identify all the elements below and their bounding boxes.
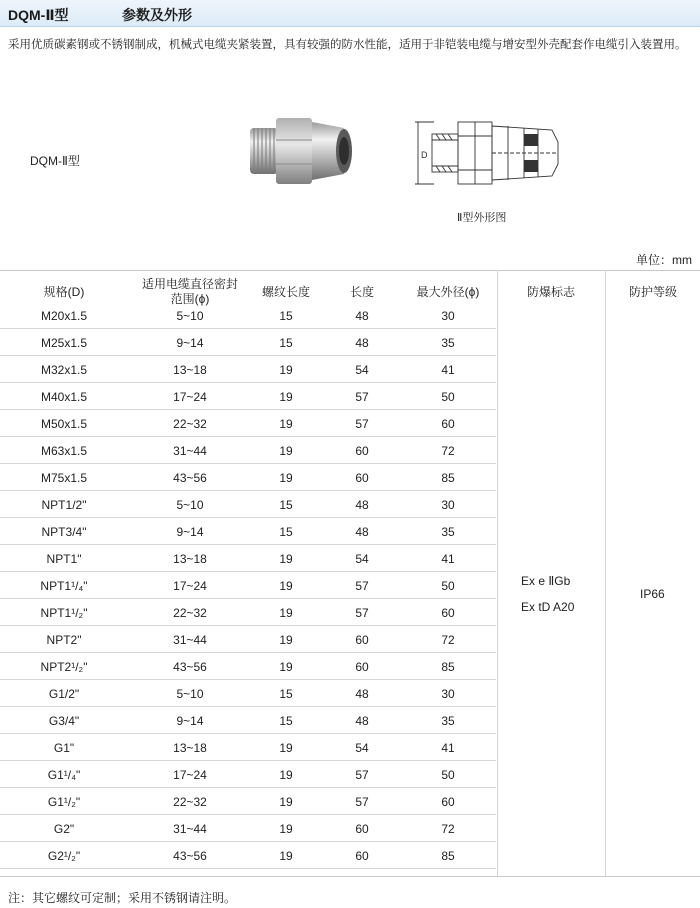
- cell-spec: NPT1": [46, 552, 82, 566]
- cell-thread: 19: [279, 822, 293, 836]
- cell-spec: G2": [53, 822, 75, 836]
- table-row: [0, 707, 700, 734]
- cell-spec: M50x1.5: [40, 417, 88, 431]
- cell-length: 60: [355, 660, 369, 674]
- cell-range: 5~10: [176, 687, 204, 701]
- cell-thread: 19: [279, 741, 293, 755]
- product-description: 采用优质碳素钢或不锈钢制成，机械式电缆夹紧装置，具有较强的防水性能，适用于非铠装电缆与增安型外壳配套作电缆引入装置用。: [8, 39, 687, 51]
- cell-range: 13~18: [173, 363, 207, 377]
- dimension-d-label: D: [421, 150, 428, 160]
- cell-range: 17~24: [173, 579, 207, 593]
- cell-thread: 19: [279, 633, 293, 647]
- cell-spec: NPT1¹/₄": [40, 579, 88, 593]
- cell-length: 48: [355, 498, 369, 512]
- cell-range: 22~32: [173, 606, 207, 620]
- ex-marking-2: Ex tD A20: [521, 600, 575, 614]
- cell-thread: 19: [279, 444, 293, 458]
- table-row: [0, 410, 700, 437]
- cell-spec: NPT1/2": [41, 498, 87, 512]
- cell-range: 17~24: [173, 390, 207, 404]
- cell-length: 54: [355, 741, 369, 755]
- cell-od: 60: [441, 417, 455, 431]
- model-title: DQM-Ⅱ型: [8, 7, 69, 23]
- row-divider: [0, 868, 496, 869]
- cell-thread: 19: [279, 390, 293, 404]
- cell-thread: 15: [279, 525, 293, 539]
- table-row: [0, 491, 700, 518]
- ip-rating: IP66: [640, 587, 665, 601]
- cell-length: 54: [355, 363, 369, 377]
- cell-thread: 19: [279, 795, 293, 809]
- cell-length: 48: [355, 687, 369, 701]
- table-row: [0, 356, 700, 383]
- header-od: 最大外径(ϕ): [416, 285, 480, 299]
- cell-od: 30: [441, 687, 455, 701]
- cell-od: 85: [441, 471, 455, 485]
- cell-spec: G1¹/₂": [47, 795, 81, 809]
- cell-length: 57: [355, 795, 369, 809]
- cell-od: 60: [441, 606, 455, 620]
- cell-length: 54: [355, 552, 369, 566]
- product-label: DQM-Ⅱ型: [30, 154, 80, 168]
- cell-od: 72: [441, 444, 455, 458]
- cell-od: 85: [441, 660, 455, 674]
- table-row: [0, 680, 700, 707]
- table-row: [0, 464, 700, 491]
- cell-range: 31~44: [173, 822, 207, 836]
- cell-length: 48: [355, 525, 369, 539]
- cell-spec: M40x1.5: [40, 390, 88, 404]
- table-row: [0, 437, 700, 464]
- cell-spec: NPT2¹/₂": [40, 660, 88, 674]
- cell-spec: NPT2": [46, 633, 82, 647]
- drawing-caption: Ⅱ型外形图: [457, 212, 507, 224]
- cell-length: 57: [355, 606, 369, 620]
- cell-od: 30: [441, 309, 455, 323]
- cell-thread: 19: [279, 552, 293, 566]
- cell-thread: 19: [279, 579, 293, 593]
- cell-thread: 15: [279, 336, 293, 350]
- cell-thread: 19: [279, 660, 293, 674]
- cell-length: 48: [355, 309, 369, 323]
- cell-od: 50: [441, 390, 455, 404]
- cell-range: 31~44: [173, 444, 207, 458]
- cell-length: 57: [355, 768, 369, 782]
- cell-od: 60: [441, 795, 455, 809]
- cell-spec: G3/4": [48, 714, 80, 728]
- title-bar: [0, 0, 700, 27]
- cell-spec: M75x1.5: [40, 471, 88, 485]
- cell-od: 72: [441, 633, 455, 647]
- cell-length: 60: [355, 633, 369, 647]
- cell-spec: G2¹/₂": [47, 849, 81, 863]
- header-thread: 螺纹长度: [261, 285, 310, 299]
- cell-thread: 15: [279, 498, 293, 512]
- cell-length: 60: [355, 849, 369, 863]
- table-row: [0, 329, 700, 356]
- table-row: [0, 626, 700, 653]
- cell-range: 43~56: [173, 471, 207, 485]
- header-length: 长度: [349, 285, 374, 299]
- cell-range: 5~10: [176, 309, 204, 323]
- cell-thread: 19: [279, 363, 293, 377]
- cell-range: 13~18: [173, 741, 207, 755]
- table-row: [0, 734, 700, 761]
- cell-length: 57: [355, 390, 369, 404]
- cell-length: 48: [355, 714, 369, 728]
- cell-spec: M25x1.5: [40, 336, 88, 350]
- cell-spec: G1¹/₄": [47, 768, 81, 782]
- cell-range: 31~44: [173, 633, 207, 647]
- cell-spec: NPT1¹/₂": [40, 606, 88, 620]
- cell-thread: 19: [279, 417, 293, 431]
- cell-od: 35: [441, 714, 455, 728]
- section-title: 参数及外形: [122, 7, 192, 23]
- header-range: 适用电缆直径密封范围(ϕ): [141, 277, 238, 306]
- table-row: [0, 653, 700, 680]
- table-row: [0, 788, 700, 815]
- table-row: [0, 545, 700, 572]
- table-row: [0, 383, 700, 410]
- cell-range: 22~32: [173, 795, 207, 809]
- cell-spec: G1": [53, 741, 75, 755]
- cell-thread: 19: [279, 471, 293, 485]
- cell-length: 60: [355, 822, 369, 836]
- cell-length: 60: [355, 444, 369, 458]
- cell-od: 50: [441, 579, 455, 593]
- footnote: 注：其它螺纹可定制；采用不锈钢请注明。: [8, 891, 237, 905]
- cell-length: 60: [355, 471, 369, 485]
- outline-drawing: [412, 112, 564, 194]
- table-bottom-rule: [0, 876, 700, 877]
- cell-thread: 15: [279, 309, 293, 323]
- cell-length: 57: [355, 579, 369, 593]
- cell-range: 22~32: [173, 417, 207, 431]
- cell-range: 9~14: [176, 525, 204, 539]
- cell-od: 30: [441, 498, 455, 512]
- table-row: [0, 599, 700, 626]
- cell-thread: 19: [279, 849, 293, 863]
- table-row: [0, 815, 700, 842]
- cell-spec: M32x1.5: [40, 363, 88, 377]
- cell-range: 9~14: [176, 336, 204, 350]
- table-row: [0, 842, 700, 869]
- cell-thread: 19: [279, 606, 293, 620]
- cell-thread: 19: [279, 768, 293, 782]
- cell-od: 50: [441, 768, 455, 782]
- cell-od: 41: [441, 552, 455, 566]
- cell-spec: M20x1.5: [40, 309, 88, 323]
- cell-range: 13~18: [173, 552, 207, 566]
- cell-od: 72: [441, 822, 455, 836]
- cell-od: 35: [441, 525, 455, 539]
- table-row: [0, 302, 700, 329]
- cell-range: 43~56: [173, 849, 207, 863]
- ex-marking-1: Ex e ⅡGb: [521, 574, 571, 588]
- header-ex: 防爆标志: [526, 285, 575, 299]
- cell-range: 5~10: [176, 498, 204, 512]
- cell-range: 9~14: [176, 714, 204, 728]
- cell-range: 43~56: [173, 660, 207, 674]
- table-row: [0, 572, 700, 599]
- table-row: [0, 518, 700, 545]
- cell-length: 48: [355, 336, 369, 350]
- table-top-rule: [0, 270, 700, 271]
- cell-thread: 15: [279, 687, 293, 701]
- header-ip: 防护等级: [628, 285, 677, 299]
- cell-od: 41: [441, 741, 455, 755]
- cell-spec: G1/2": [48, 687, 80, 701]
- cell-length: 57: [355, 417, 369, 431]
- cell-od: 85: [441, 849, 455, 863]
- cable-gland-photo: [240, 108, 358, 192]
- header-spec: 规格(D): [43, 285, 85, 299]
- cell-range: 17~24: [173, 768, 207, 782]
- cell-od: 41: [441, 363, 455, 377]
- cell-thread: 15: [279, 714, 293, 728]
- cell-spec: NPT3/4": [41, 525, 87, 539]
- unit-label: 单位：mm: [636, 253, 692, 267]
- table-row: [0, 761, 700, 788]
- cell-spec: M63x1.5: [40, 444, 88, 458]
- cell-od: 35: [441, 336, 455, 350]
